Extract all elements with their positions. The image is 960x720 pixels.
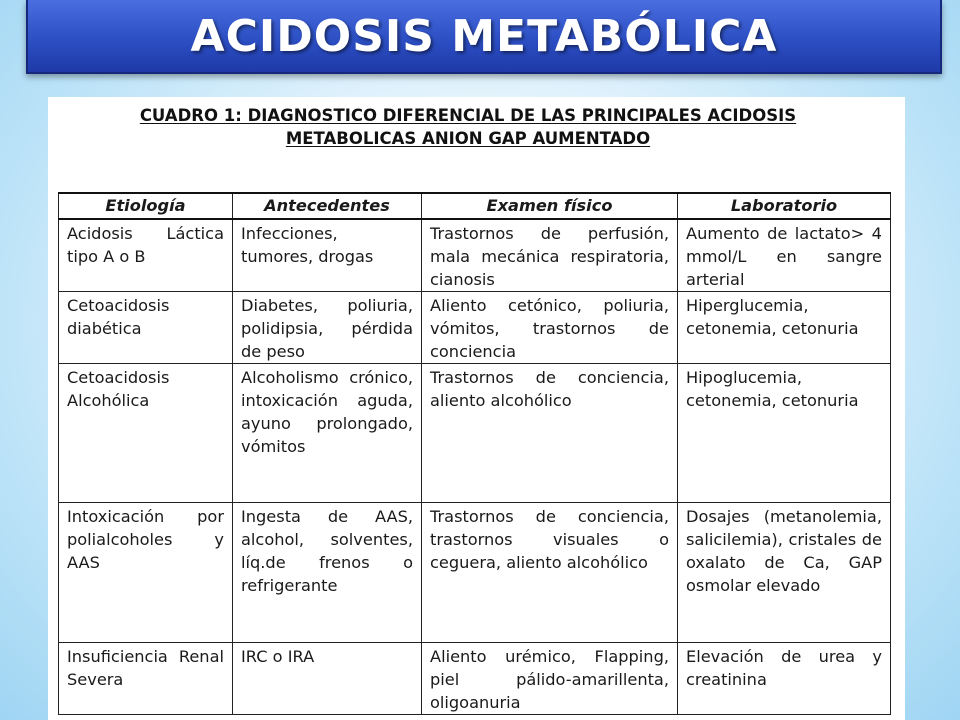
cell-laboratorio: Hipoglucemia, cetonemia, cetonuria xyxy=(678,364,891,503)
cell-etiologia: Cetoacidosis diabética xyxy=(59,292,233,364)
document-image xyxy=(48,97,905,720)
cell-antecedentes: Diabetes, poliuria, polidipsia, pérdida de peso xyxy=(233,292,422,364)
cell-examen-fisico: Aliento cetónico, poliuria, vómitos, trastornos de conciencia xyxy=(422,292,678,364)
cell-etiologia: Acidosis Láctica tipo A o B xyxy=(59,219,233,292)
caption-line-2: METABOLICAS ANION GAP AUMENTADO xyxy=(285,129,651,148)
cell-examen-fisico: Trastornos de perfusión, mala mecánica respiratoria, cianosis xyxy=(422,219,678,292)
cell-examen-fisico: Trastornos de conciencia, aliento alcohólico xyxy=(422,364,678,503)
cell-examen-fisico: Aliento urémico, Flapping, piel pálido-amarillenta, oligoanuria xyxy=(422,643,678,715)
cell-laboratorio: Elevación de urea y creatinina xyxy=(678,643,891,715)
header-antecedentes: Antecedentes xyxy=(233,193,422,219)
cell-laboratorio: Dosajes (metanolemia, salicilemia), cristales de oxalato de Ca, GAP osmolar elevado xyxy=(678,503,891,643)
header-examen-fisico: Examen físico xyxy=(422,193,678,219)
cell-antecedentes: Ingesta de AAS, alcohol, solventes, líq.de frenos o refrigerante xyxy=(233,503,422,643)
cell-etiologia: Cetoacidosis Alcohólica xyxy=(59,364,233,503)
cell-etiologia: Insuficiencia Renal Severa xyxy=(59,643,233,715)
cell-antecedentes: IRC o IRA xyxy=(233,643,422,715)
table-row xyxy=(59,364,891,503)
cell-laboratorio: Aumento de lactato> 4 mmol/L en sangre arterial xyxy=(678,219,891,292)
table-row xyxy=(59,292,891,364)
slide-title: ACIDOSIS METABÓLICA xyxy=(190,10,778,62)
table-row xyxy=(59,503,891,643)
table-header-row xyxy=(59,193,891,219)
cell-antecedentes: Infecciones, tumores, drogas xyxy=(233,219,422,292)
cell-antecedentes: Alcoholismo crónico, intoxicación aguda, ayuno prolongado, vómitos xyxy=(233,364,422,503)
table-row xyxy=(59,643,891,715)
header-laboratorio: Laboratorio xyxy=(678,193,891,219)
title-banner xyxy=(26,0,942,74)
caption-line-1: CUADRO 1: DIAGNOSTICO DIFERENCIAL DE LAS PRINCIPALES ACIDOSIS xyxy=(139,106,797,125)
cell-examen-fisico: Trastornos de conciencia, trastornos visuales o ceguera, aliento alcohólico xyxy=(422,503,678,643)
cell-laboratorio: Hiperglucemia, cetonemia, cetonuria xyxy=(678,292,891,364)
cell-etiologia: Intoxicación por polialcoholes y AAS xyxy=(59,503,233,643)
header-etiologia: Etiología xyxy=(59,193,233,219)
differential-diagnosis-table xyxy=(58,192,891,715)
table-caption xyxy=(48,104,888,150)
table-row xyxy=(59,219,891,292)
